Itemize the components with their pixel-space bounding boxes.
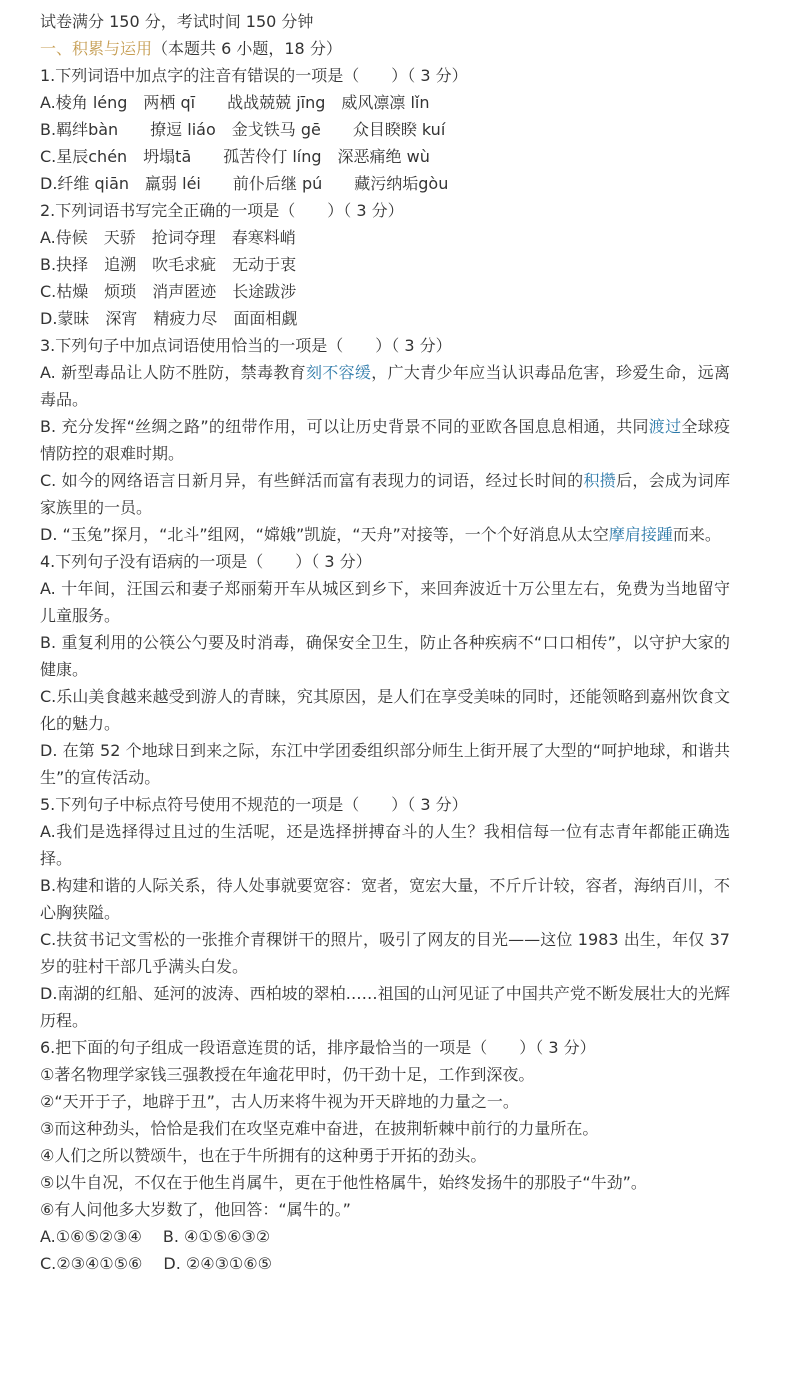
- option-text: ，广大青少年应当认识毒品危害，珍爱生命，远离毒品。: [40, 363, 730, 409]
- question-2-option-d: D.蒙昧 深宵 精疲力尽 面面相觑: [40, 309, 298, 328]
- highlighted-word: 渡过: [648, 417, 682, 436]
- question-1-option-c: C.星辰chén 坍塌tā 孤苦伶仃 líng 深恶痛绝 wù: [40, 147, 430, 166]
- question-2-option-b: B.抉择 追溯 吹毛求疵 无动于衷: [40, 255, 297, 274]
- question-4-option-c: C.乐山美食越来越受到游人的青睐，究其原因，是人们在享受美味的同时，还能领略到嘉州饮食文化的魅力。: [40, 687, 730, 733]
- option-text: 全球疫情防控的艰难时期。: [40, 417, 730, 463]
- option-text: B. 充分发挥“丝绸之路”的纽带作用，可以让历史背景不同的亚欧各国息息相通，共同: [40, 417, 649, 436]
- exam-header: 试卷满分 150 分，考试时间 150 分钟: [40, 12, 314, 31]
- question-3-stem: 3.下列句子中加点词语使用恰当的一项是（ ）（ 3 分）: [40, 336, 452, 355]
- question-3-option-c: [40, 467, 730, 521]
- question-1-option-b: B.羁绊bàn 撩逗 liáo 金戈铁马 gē 众目睽睽 kuí: [40, 120, 446, 139]
- highlighted-word: 摩肩接踵: [608, 525, 673, 544]
- question-6-sentence-3: ③而这种劲头，恰恰是我们在攻坚克难中奋进，在披荆斩棘中前行的力量所在。: [40, 1119, 599, 1138]
- option-text: 后，会成为词库家族里的一员。: [40, 471, 730, 517]
- question-1-option-a: A.棱角 léng 两栖 qī 战战兢兢 jīng 威风凛凛 lǐn: [40, 93, 430, 112]
- section-title: 一、积累与运用: [40, 39, 153, 58]
- question-1-stem: 1.下列词语中加点字的注音有错误的一项是（ ）（ 3 分）: [40, 66, 468, 85]
- question-5-option-a: A.我们是选择得过且过的生活呢，还是选择拼搏奋斗的人生？我相信每一位有志青年都能正确选择。: [40, 822, 730, 868]
- option-text: A. 新型毒品让人防不胜防，禁毒教育: [40, 363, 306, 382]
- section-heading: [40, 35, 730, 62]
- question-3-option-b: [40, 413, 730, 467]
- question-5-option-c: C.扶贫书记文雪松的一张推介青稞饼干的照片，吸引了网友的目光——这位 1983 出生，年仅 37 岁的驻村干部几乎满头白发。: [40, 930, 730, 976]
- question-1-option-d: D.纤维 qiān 羸弱 léi 前仆后继 pú 藏污纳垢gòu: [40, 174, 449, 193]
- question-2-option-c: C.枯燥 烦琐 消声匿迹 长途跋涉: [40, 282, 297, 301]
- question-4-stem: 4.下列句子没有语病的一项是（ ）（ 3 分）: [40, 552, 372, 571]
- question-3-option-d: [40, 521, 730, 548]
- question-6-sentence-4: ④人们之所以赞颂牛，也在于牛所拥有的这种勇于开拓的劲头。: [40, 1146, 487, 1165]
- question-4-option-b: B. 重复利用的公筷公勺要及时消毒，确保安全卫生，防止各种疾病不“口口相传”，以守护大家的健康。: [40, 633, 730, 679]
- question-6-sentence-6: ⑥有人问他多大岁数了，他回答：“属牛的。”: [40, 1200, 351, 1219]
- question-2-stem: 2.下列词语书写完全正确的一项是（ ）（ 3 分）: [40, 201, 404, 220]
- option-text: C. 如今的网络语言日新月异，有些鲜活而富有表现力的词语，经过长时间的: [40, 471, 584, 490]
- highlighted-word: 积攒: [583, 471, 617, 490]
- highlighted-word: 刻不容缓: [305, 363, 372, 382]
- question-6-sentence-5: ⑤以牛自况，不仅在于他生肖属牛，更在于他性格属牛，始终发扬牛的那股子“牛劲”。: [40, 1173, 647, 1192]
- question-6-answers-ab: A.①⑥⑤②③④ B. ④①⑤⑥③②: [40, 1227, 271, 1246]
- question-6-answers-cd: C.②③④①⑤⑥ D. ②④③①⑥⑤: [40, 1254, 272, 1273]
- question-5-stem: 5.下列句子中标点符号使用不规范的一项是（ ）（ 3 分）: [40, 795, 468, 814]
- exam-page: [40, 8, 730, 1277]
- question-5-option-b: B.构建和谐的人际关系，待人处事就要宽容：宽者，宽宏大量，不斤斤计较，容者，海纳百川，不心胸狭隘。: [40, 876, 730, 922]
- option-text: D. “玉兔”探月，“北斗”组网，“嫦娥”凯旋，“天舟”对接等，一个个好消息从太空: [40, 525, 609, 544]
- question-4-option-d: D. 在第 52 个地球日到来之际，东江中学团委组织部分师生上街开展了大型的“呵护地球，和谐共生”的宣传活动。: [40, 741, 730, 787]
- question-6-stem: 6.把下面的句子组成一段语意连贯的话，排序最恰当的一项是（ ）（ 3 分）: [40, 1038, 596, 1057]
- question-4-option-a: A. 十年间，汪国云和妻子郑丽菊开车从城区到乡下，来回奔波近十万公里左右，免费为当地留守儿童服务。: [40, 579, 730, 625]
- question-2-option-a: A.侍候 天骄 抢词夺理 春寒料峭: [40, 228, 296, 247]
- question-6-sentence-2: ②“天开于子，地辟于丑”，古人历来将牛视为开天辟地的力量之一。: [40, 1092, 519, 1111]
- option-text: 而来。: [672, 525, 721, 544]
- section-note: （本题共 6 小题，18 分）: [152, 39, 342, 58]
- question-5-option-d: D.南湖的红船、延河的波涛、西柏坡的翠柏……祖国的山河见证了中国共产党不断发展壮大的光辉历程。: [40, 984, 730, 1030]
- question-3-option-a: [40, 359, 730, 413]
- question-6-sentence-1: ①著名物理学家钱三强教授在年逾花甲时，仍干劲十足，工作到深夜。: [40, 1065, 535, 1084]
